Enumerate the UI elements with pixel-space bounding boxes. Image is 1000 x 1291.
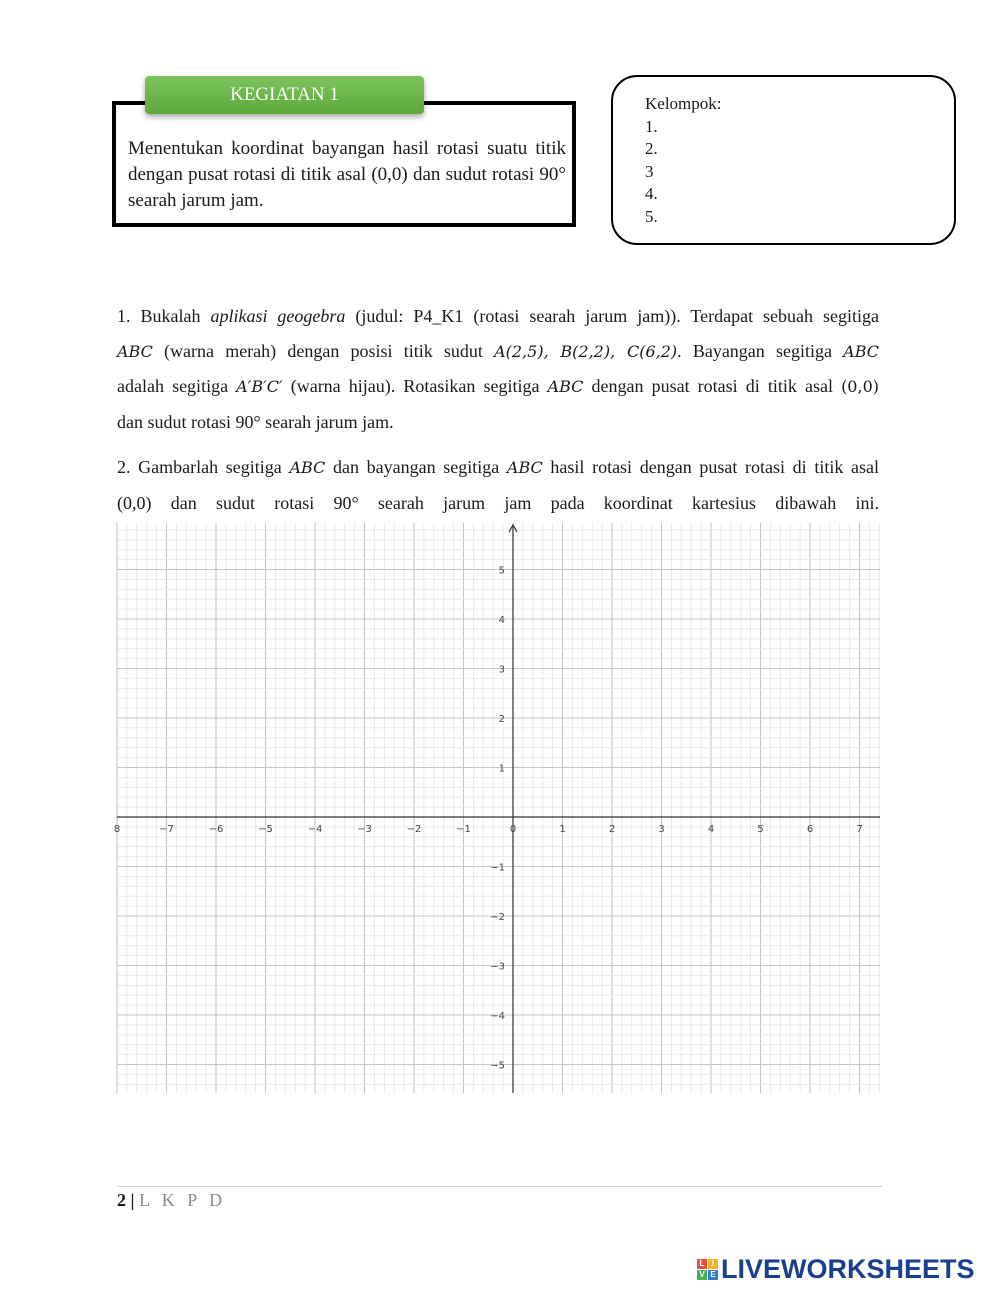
x-tick-label: −2: [406, 824, 422, 835]
group-title: Kelompok:: [645, 94, 722, 113]
activity-tab: [145, 76, 424, 114]
question-2-line-1: 2. Gambarlah segitiga ABC dan bayangan segitiga ABC hasil rotasi dengan pusat rotasi di titik asal: [117, 457, 879, 477]
y-tick-label: 5: [498, 565, 505, 577]
footer-divider: [117, 1186, 882, 1187]
x-tick-label: 3: [658, 824, 665, 835]
y-tick-label: 4: [498, 615, 505, 626]
liveworksheets-brand: LIVEWORKSHEETS: [721, 1254, 975, 1284]
page-number: 2: [117, 1190, 126, 1210]
group-member-2: 2.: [645, 139, 658, 158]
x-tick-label: −3: [357, 824, 372, 835]
activity-description: Menentukan koordinat bayangan hasil rotasi suatu titik dengan pusat rotasi di titik asal (0,0) dan sudut rotasi 90° searah jarum jam.: [128, 138, 566, 211]
group-member-3: 3: [645, 161, 654, 181]
question-2-line-2: (0,0) dan sudut rotasi 90° searah jarum jam pada koordinat kartesius dibawah ini.: [117, 492, 879, 513]
y-tick-label: −5: [490, 1060, 505, 1072]
x-tick-label: −5: [258, 824, 273, 835]
x-tick-label: −6: [208, 824, 224, 835]
y-tick-label: −4: [490, 1011, 505, 1022]
question-1-line-2: ABC (warna merah) dengan posisi titik sudut A(2,5), B(2,2), C(6,2). Bayangan segitiga ABC: [117, 340, 880, 361]
logo-tile-l: L: [697, 1259, 707, 1269]
x-tick-label: 5: [757, 824, 764, 835]
y-tick-label: 2: [498, 714, 505, 725]
group-member-4: 4.: [645, 184, 658, 203]
logo-tile-e: E: [708, 1270, 718, 1280]
x-tick-label: 6: [806, 824, 814, 835]
x-tick-label: 7: [856, 824, 863, 835]
liveworksheets-logo-icon: [697, 1259, 718, 1280]
y-tick-label: −3: [490, 961, 505, 973]
group-member-5: 5.: [645, 206, 658, 226]
question-1-line-4: dan sudut rotasi 90° searah jarum jam.: [117, 411, 394, 432]
y-tick-label: −2: [490, 912, 505, 923]
x-tick-label: −7: [159, 824, 174, 835]
question-1-line-3: adalah segitiga A′B′C′ (warna hijau). Rotasikan segitiga ABC dengan pusat rotasi di titik asal (0,0): [117, 376, 879, 396]
question-1: [117, 299, 879, 439]
x-tick-label: 1: [559, 824, 566, 835]
x-tick-label: −1: [456, 824, 471, 835]
footer-separator: |: [126, 1190, 139, 1210]
logo-tile-i: I: [708, 1259, 718, 1269]
footer: [117, 1190, 226, 1211]
logo-tile-v: V: [697, 1270, 707, 1280]
x-tick-label: 4: [707, 824, 715, 835]
question-1-line-1: 1. Bukalah aplikasi geogebra (judul: P4_K1 (rotasi searah jarum jam)). Terdapat sebuah segitiga: [117, 306, 879, 326]
y-tick-label: 1: [498, 763, 505, 775]
footer-title: L K P D: [138, 1190, 227, 1210]
x-tick-label: 0: [509, 824, 517, 835]
x-tick-label: 2: [608, 824, 616, 835]
x-tick-label: −4: [307, 824, 323, 835]
question-2: [117, 450, 879, 520]
x-tick-label: 8: [113, 824, 121, 835]
activity-tab-label: KEGIATAN 1: [230, 84, 339, 105]
group-member-1: 1.: [645, 116, 658, 136]
group-list: [645, 93, 722, 228]
y-tick-label: −1: [490, 862, 505, 874]
y-tick-label: 3: [498, 664, 505, 676]
liveworksheets-logo: [697, 1254, 975, 1285]
cartesian-grid[interactable]: [113, 523, 880, 1093]
